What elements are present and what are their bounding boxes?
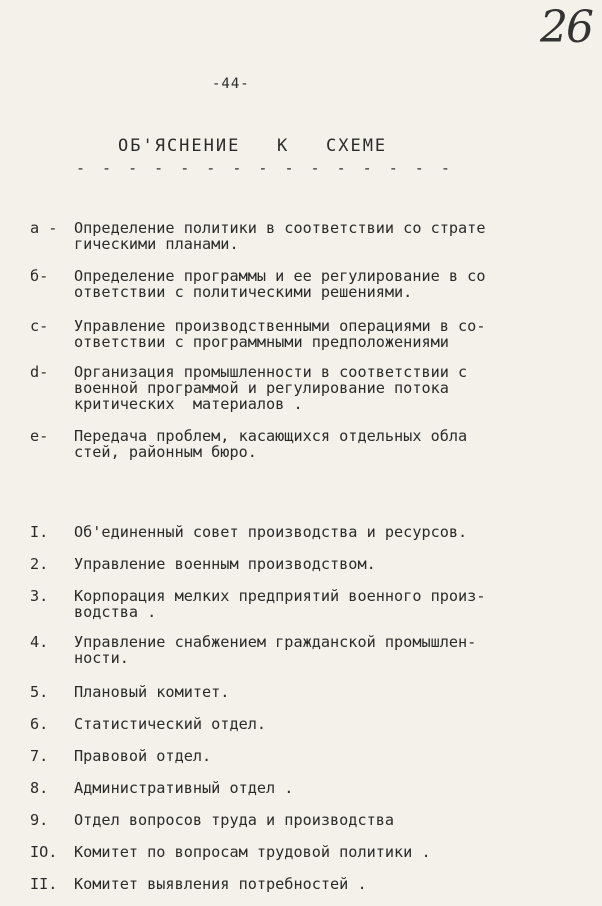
- numbered-text: [74, 556, 594, 572]
- numbered-marker: 3.: [30, 587, 49, 605]
- letter-marker: d-: [30, 363, 49, 381]
- numbered-text: [74, 812, 594, 828]
- title-underline: - - - - - - - - - - - - - - -: [76, 159, 454, 177]
- letter-text: [74, 220, 594, 252]
- letter-line: ответствии с политическими решениями.: [74, 283, 413, 300]
- numbered-marker: 7.: [30, 747, 49, 765]
- numbered-line: водства .: [74, 603, 157, 620]
- numbered-line: Административный отдел .: [74, 780, 294, 796]
- letter-line: ответствии с программными предположениями: [74, 333, 449, 350]
- letter-line: Определение программы и ее регулирование в со: [74, 268, 486, 285]
- numbered-line: Корпорация мелких предприятий военного произ-: [74, 588, 486, 605]
- numbered-text: [74, 684, 594, 700]
- numbered-line: Отдел вопросов труда и производства: [74, 812, 395, 828]
- letter-text: [74, 318, 594, 350]
- numbered-marker: II.: [30, 875, 58, 893]
- letter-text: [74, 428, 594, 460]
- numbered-line: Плановый комитет.: [74, 684, 230, 700]
- numbered-line: Статистический отдел.: [74, 716, 267, 732]
- page-title: ОБ'ЯСНЕНИЕ К СХЕМЕ: [118, 136, 388, 156]
- numbered-marker: 2.: [30, 555, 49, 573]
- numbered-marker: 6.: [30, 715, 49, 733]
- letter-line: Определение политики в соответствии со страте: [74, 220, 486, 237]
- numbered-marker: I.: [30, 523, 49, 541]
- letter-marker: б-: [30, 267, 49, 285]
- numbered-line: Управление снабжением гражданской промышлен-: [74, 634, 477, 651]
- numbered-line: Комитет выявления потребностей .: [74, 876, 367, 892]
- numbered-text: [74, 876, 594, 892]
- letter-marker: a -: [30, 219, 58, 237]
- letter-line: стей, районным бюро.: [74, 443, 257, 460]
- letter-line: Организация промышленности в соответствии с: [74, 364, 468, 381]
- letter-line: критических материалов .: [74, 395, 303, 412]
- handwritten-page-number: 26: [540, 2, 592, 53]
- letter-text: [74, 268, 594, 300]
- numbered-line: ности.: [74, 649, 129, 666]
- numbered-text: [74, 588, 594, 620]
- letter-line: Передача проблем, касающихся отдельных обла: [74, 428, 468, 445]
- numbered-text: [74, 716, 594, 732]
- numbered-line: Управление военным производством.: [74, 556, 376, 572]
- numbered-marker: 8.: [30, 779, 49, 797]
- numbered-text: [74, 780, 594, 796]
- letter-text: [74, 364, 594, 412]
- numbered-marker: IO.: [30, 843, 58, 861]
- numbered-text: [74, 524, 594, 540]
- numbered-text: [74, 634, 594, 666]
- letter-marker: е-: [30, 427, 49, 445]
- numbered-marker: 9.: [30, 811, 49, 829]
- letter-marker: с-: [30, 317, 49, 335]
- letter-line: Управление производственными операциями в со-: [74, 318, 486, 335]
- numbered-line: Об'единенный совет производства и ресурсов.: [74, 524, 468, 540]
- numbered-line: Комитет по вопросам трудовой политики .: [74, 844, 431, 860]
- letter-line: военной программой и регулирование потока: [74, 379, 449, 397]
- letter-line: гическими планами.: [74, 235, 239, 252]
- numbered-marker: 5.: [30, 683, 49, 701]
- numbered-line: Правовой отдел.: [74, 748, 212, 764]
- numbered-text: [74, 844, 594, 860]
- numbered-text: [74, 748, 594, 764]
- numbered-marker: 4.: [30, 633, 49, 651]
- page-number: -44-: [212, 76, 250, 92]
